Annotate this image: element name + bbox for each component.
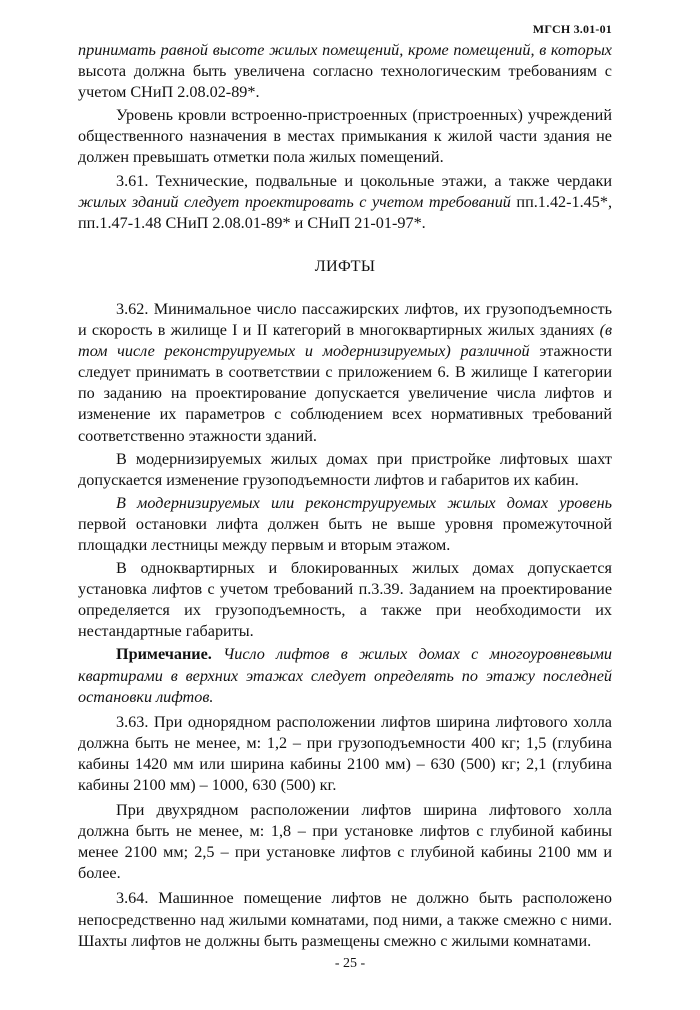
paragraph-continuation bbox=[78, 40, 612, 103]
paragraph-first-stop-rest: первой остановки лифта должен быть не выше уровня промежуточной площадки лестницы между первым и вторым этажом. bbox=[78, 514, 612, 554]
paragraph-first-stop-italic: В модернизируемых или реконструируемых жилых домах уровень bbox=[116, 493, 612, 512]
paragraph-3-61 bbox=[78, 171, 612, 234]
paragraph-3-64: 3.64. Машинное помещение лифтов не должно быть расположено непосредственно над жилыми комнатами, под ними, а также смежно с ними. Шахты лифтов не должны быть размещены смежно с жилыми комнатами. bbox=[78, 889, 612, 950]
document-body bbox=[78, 40, 612, 952]
paragraph-modernized-shafts: В модернизируемых жилых домах при пристройке лифтовых шахт допускается изменение грузоподъемности лифтов и габаритов их кабин. bbox=[78, 449, 612, 489]
paragraph-3-61-end: пп.1.42-1.45*, пп.1.47-1.48 СНиП 2.08.01-89* и СНиП 21-01-97*. bbox=[78, 192, 612, 232]
document-code-header: МГСН 3.01-01 bbox=[532, 22, 612, 36]
paragraph-first-stop-level bbox=[78, 493, 612, 556]
note-text: Число лифтов в жилых домах с многоуровневыми квартирами в верхних этажах следует определять по этажу последней остановки лифтов. bbox=[78, 645, 612, 706]
paragraph-3-62-italic: (в том числе реконструируемых и модернизируемых) различной bbox=[78, 321, 612, 361]
paragraph-roof-level: Уровень кровли встроенно-пристроенных (пристроенных) учреждений общественного назначения в местах примыкания к жилой части здания не должен превышать отметки пола жилых помещений. bbox=[78, 106, 612, 167]
paragraph-continuation-rest: высота должна быть увеличена согласно технологическим требованиям с учетом СНиП 2.08.02-89*. bbox=[78, 62, 612, 102]
paragraph-3-62-end: этажности следует принимать в соответствии с приложением 6. В жилище I категории по заданию на проектирование допускается увеличение числа лифтов и изменение их параметров с соблюдением всех нормативных требований соответственно этажности зданий. bbox=[78, 342, 613, 445]
note-paragraph bbox=[78, 644, 612, 707]
paragraph-single-family: В одноквартирных и блокированных жилых домах допускается установка лифтов с учетом требований п.3.39. Заданием на проектирование определяется их грузоподъемность, а также при необходимости их нестандартные габариты. bbox=[78, 559, 612, 641]
paragraph-3-62 bbox=[78, 299, 612, 447]
note-label: Примечание. bbox=[116, 645, 212, 664]
paragraph-continuation-italic: принимать равной высоте жилых помещений, кроме помещений, в которых bbox=[78, 41, 612, 59]
paragraph-3-63: 3.63. При однорядном расположении лифтов ширина лифтового холла должна быть не менее, м: 1,2 – при грузоподъемности 400 кг; 1,5 (глубина кабины 1420 мм или ширина кабины 2100 мм) – 630 (500) кг; 2,1 (глубина кабины 2100 мм) – 1000, 630 (500) кг. bbox=[78, 712, 612, 794]
page-number: - 25 - bbox=[334, 956, 366, 971]
paragraph-3-61-start: 3.61. Технические, подвальные и цокольные этажи, а также чердаки bbox=[116, 171, 612, 190]
paragraph-3-62-start: 3.62. Минимальное число пассажирских лифтов, их грузоподъемность и скорость в жилище I и II категорий в многоквартирных жилых зданиях bbox=[78, 299, 612, 340]
paragraph-3-61-italic: жилых зданий следует проектировать с учетом требований bbox=[78, 192, 511, 211]
paragraph-two-row-hall: При двухрядном расположении лифтов ширина лифтового холла должна быть не менее, м: 1,8 – при установке лифтов с глубиной кабины менее 2100 мм; 2,5 – при установке лифтов с глубиной кабины 2100 мм и более. bbox=[78, 801, 612, 883]
section-heading-elevators: ЛИФТЫ bbox=[314, 256, 376, 275]
